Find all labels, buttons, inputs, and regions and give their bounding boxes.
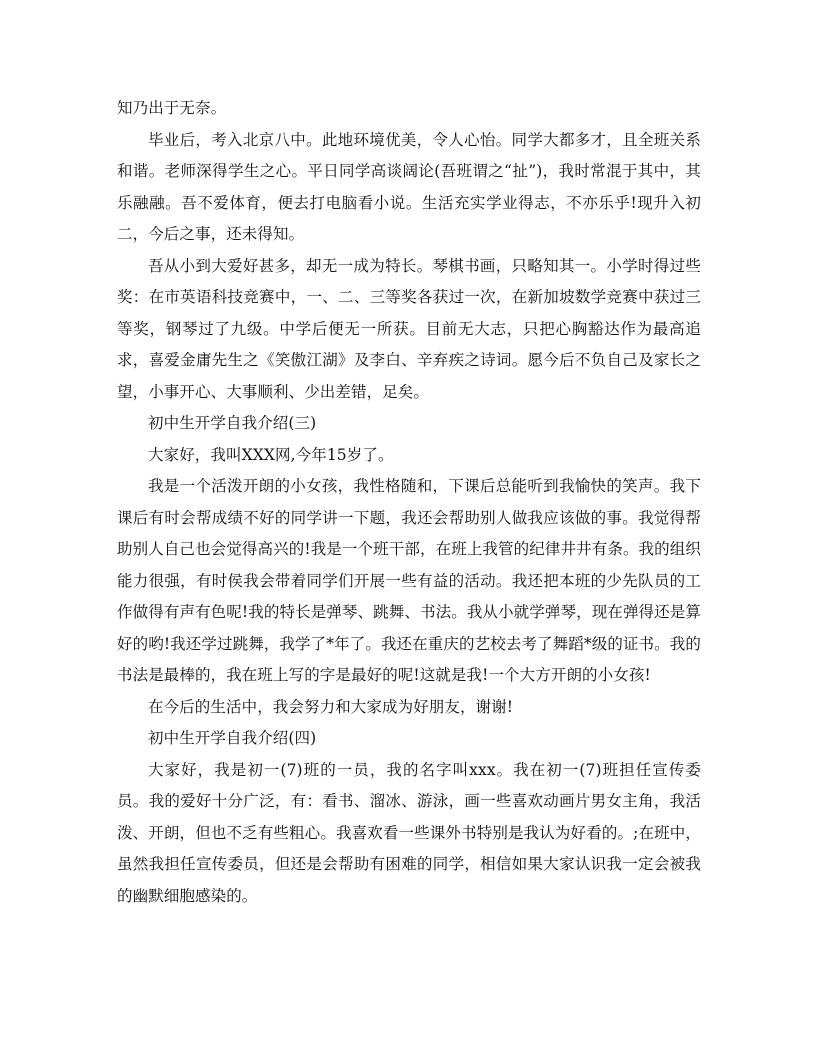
paragraph-closing-three: 在今后的生活中，我会努力和大家成为好朋友，谢谢!	[148, 697, 514, 716]
paragraph-graduation: 毕业后，考入北京八中。此地环境优美，令人心怡。同学大都多才，且全班关系和谐。老师深得学生之心。平日同学高谈阔论(吾班谓之“扯”)，我时常混于其中，其乐融融。吾不爱体育，便去打电脑看小说。生活充实学业得志，不亦乐乎!现升入初二，今后之事，还未得知。	[117, 130, 701, 243]
section-heading-three: 初中生开学自我介绍(三)	[148, 414, 317, 432]
paragraph-hobbies: 吾从小到大爱好甚多，却无一成为特长。琴棋书画，只略知其一。小学时得过些奖：在市英语科技竞赛中，一、二、三等奖各获过一次，在新加坡数学竞赛中获过三等奖，钢琴过了九级。中学后便无一所获。目前无大志，只把心胸豁达作为最高追求，喜爱金庸先生之《笑傲江湖》及李白、辛弃疾之诗词。愿今后不负自己及家长之望，小事开心、大事顺利、少出差错，足矣。	[117, 256, 701, 401]
paragraph-greeting-three: 大家好，我叫XXX网,今年15岁了。	[148, 445, 394, 464]
paragraph-continuation: 知乃出于无奈。	[117, 99, 227, 117]
section-heading-four: 初中生开学自我介绍(四)	[148, 729, 317, 747]
paragraph-personality: 我是一个活泼开朗的小女孩，我性格随和，下课后总能听到我愉快的笑声。我下课后有时会帮成绩不好的同学讲一下题，我还会帮助别人做我应该做的事。我觉得帮助别人自己也会觉得高兴的!我是一个班干部，在班上我管的纪律井井有条。我的组织能力很强，有时侯我会带着同学们开展一些有益的活动。我还把本班的少先队员的工作做得有声有色呢!我的特长是弹琴、跳舞、书法。我从小就学弹琴，现在弹得还是算好的哟!我还学过跳舞，我学了*年了。我还在重庆的艺校去考了舞蹈*级的证书。我的书法是最棒的，我在班上写的字是最好的呢!这就是我!一个大方开朗的小女孩!	[117, 477, 701, 684]
paragraph-introduction-four: 大家好，我是初一(7)班的一员，我的名字叫xxx。我在初一(7)班担任宣传委员。我的爱好十分广泛，有：看书、溜冰、游泳，画一些喜欢动画片男女主角，我活泼、开朗，但也不乏有些粗心。我喜欢看一些课外书特别是我认为好看的。;在班中，虽然我担任宣传委员，但还是会帮助有困难的同学，相信如果大家认识我一定会被我的幽默细胞感染的。	[117, 760, 701, 905]
document-page	[117, 93, 701, 912]
